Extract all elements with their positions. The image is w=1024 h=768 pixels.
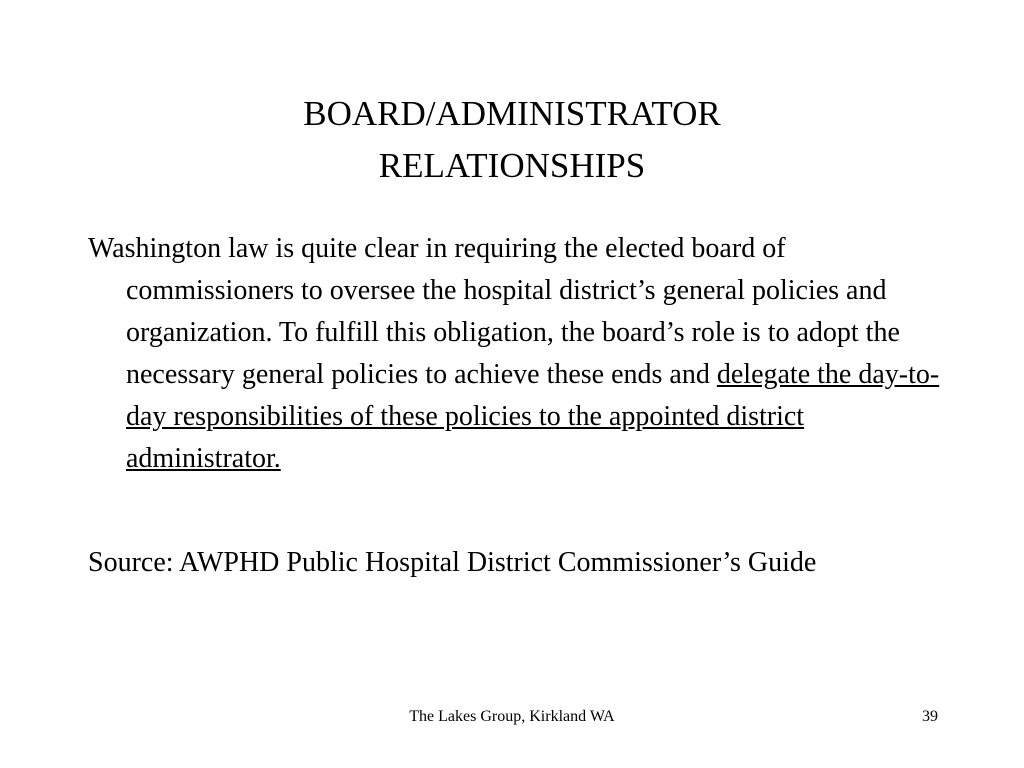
paragraph-text: Washington law is quite clear in requiring the elected board of commissioners to oversee the hospital district’s general policies and organization. To fulfill this obligation, the board’s role is to adopt the necessary general policies to achieve these ends and [88,233,900,390]
slide-body [88,228,948,584]
slide-title-line-1: BOARD/ADMINISTRATOR [303,94,721,133]
paragraph-underlined-text: delegate the day-to-day responsibilities of these policies to the appointed district administrator. [126,359,940,474]
footer-organization: The Lakes Group, Kirkland WA [409,708,615,725]
source-citation: Source: AWPHD Public Hospital District Commissioner’s Guide [88,547,817,578]
page-number: 39 [922,708,938,725]
slide-title [112,88,912,192]
slide-title-line-2: RELATIONSHIPS [378,146,646,185]
main-paragraph [88,228,948,480]
